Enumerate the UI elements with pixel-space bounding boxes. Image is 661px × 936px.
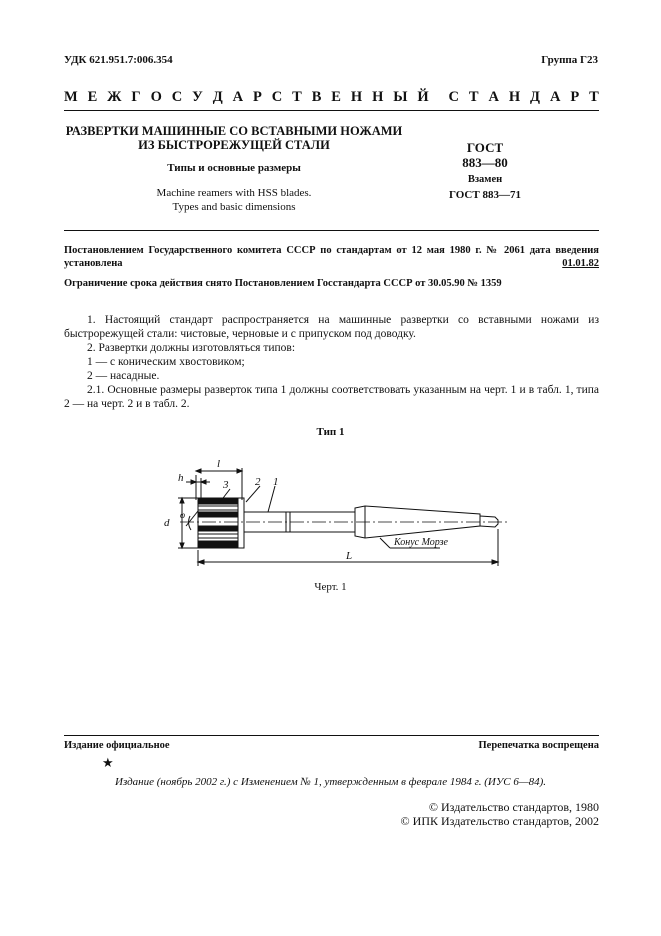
- clause-2: 2. Развертки должны изготовляться типов:: [87, 342, 296, 354]
- gost-block: [430, 140, 540, 201]
- banner-letter: Й: [417, 89, 429, 105]
- banner-letter: С: [171, 89, 183, 105]
- document-subtitle: Типы и основные размеры: [167, 162, 301, 174]
- star-icon: ★: [102, 755, 114, 770]
- label-d: d: [164, 517, 170, 529]
- banner-letter: Н: [508, 89, 521, 105]
- reprint-prohibited: Перепечатка воспрещена: [478, 740, 599, 751]
- banner-letter: Г: [131, 89, 141, 105]
- banner-letter: У: [192, 89, 203, 105]
- banner-letter: Н: [350, 89, 363, 105]
- footer-rule: [64, 735, 599, 736]
- type-1-item: 1 — с коническим хвостовиком;: [87, 356, 245, 368]
- copyright-2002: © ИПК Издательство стандартов, 2002: [400, 814, 599, 828]
- drawing-caption: Черт. 1: [314, 581, 347, 593]
- label-morse-cone: Конус Морзе: [394, 537, 448, 548]
- gost-old-number: ГОСТ 883—71: [449, 189, 521, 201]
- leader-2: [246, 486, 260, 502]
- top-rule: [64, 110, 599, 111]
- tang: [480, 516, 498, 527]
- decree-text: Постановлением Государственного комитета СССР по стандартам от 12 мая 1980 г. № 2061 дата введения установлена: [64, 245, 599, 269]
- official-edition: Издание официальное: [64, 740, 170, 751]
- gost-replaces: Взамен: [467, 174, 503, 185]
- banner-letter: А: [488, 89, 499, 105]
- gost-number: 883—80: [462, 155, 508, 170]
- issue-note: Издание (ноябрь 2002 г.) с Изменением № 1, утвержденным в феврале 1984 г. (ИУС 6—84).: [115, 776, 547, 788]
- middle-rule: [64, 230, 599, 231]
- banner-letter: Т: [468, 89, 479, 105]
- banner-letter: Е: [87, 89, 98, 105]
- title-line-1: РАЗВЕРТКИ МАШИННЫЕ СО ВСТАВНЫМИ НОЖАМИ: [65, 124, 403, 138]
- copyright-1980: © Издательство стандартов, 1980: [428, 800, 599, 814]
- angle-phi-line: [186, 511, 198, 526]
- blades: [198, 498, 238, 548]
- label-1: 1: [273, 476, 279, 488]
- banner-letter: С: [448, 89, 459, 105]
- title-line-2: ИЗ БЫСТРОРЕЖУЩЕЙ СТАЛИ: [138, 138, 330, 152]
- body-text: [64, 313, 599, 411]
- label-2: 2: [255, 476, 261, 488]
- introduction-date: 01.01.82: [562, 258, 599, 269]
- restriction-note: Ограничение срока действия снято Постановлением Госстандарта СССР от 30.05.90 № 1359: [64, 278, 502, 289]
- type-2-item: 2 — насадные.: [87, 370, 160, 382]
- copyright-block: [401, 800, 599, 828]
- label-L: L: [346, 550, 353, 562]
- banner-letter: М: [64, 89, 78, 105]
- group-code: Группа Г23: [541, 54, 598, 66]
- clause-2-1: 2.1. Основные размеры разверток типа 1 должны соответствовать указанным на черт. 1 и в табл. 1, типа 2 — на черт. 2 и в табл. 2.: [64, 384, 599, 410]
- banner-letter: Ж: [107, 89, 122, 105]
- banner-letter: Д: [212, 89, 223, 105]
- banner-letter: Р: [570, 89, 580, 105]
- udk-code: УДК 621.951.7:006.354: [64, 54, 173, 66]
- banner-letter: С: [271, 89, 283, 105]
- leader-cone: [380, 538, 390, 548]
- standard-banner: [64, 89, 599, 106]
- label-h: h: [178, 472, 184, 484]
- banner-letter: А: [549, 89, 561, 105]
- banner-letter: Д: [530, 89, 541, 105]
- banner-letter: Р: [252, 89, 262, 105]
- document-title: [64, 124, 404, 152]
- clause-1: 1. Настоящий стандарт распространяется на машинные развертки со вставными ножами из быстрорежущей стали: чистовые, черновые и с припуском под доводку.: [64, 314, 599, 340]
- english-title-line-1: Machine reamers with HSS blades.: [156, 187, 312, 199]
- banner-letter: О: [150, 89, 162, 105]
- english-title: [64, 186, 404, 214]
- banner-letter: В: [311, 89, 322, 105]
- banner-letter: Е: [331, 89, 341, 105]
- label-phi: φ: [180, 510, 185, 520]
- banner-letter: Н: [372, 89, 384, 105]
- drawing-type-label: Тип 1: [316, 426, 345, 438]
- banner-letter: А: [232, 89, 244, 105]
- angle-phi-arc: [189, 516, 191, 530]
- reamer-drawing: [150, 456, 520, 581]
- label-l: l: [217, 458, 221, 470]
- decree-paragraph: [64, 244, 599, 270]
- banner-letter: Ы: [393, 89, 408, 105]
- banner-letter: Т: [292, 89, 302, 105]
- gost-label: ГОСТ: [466, 140, 504, 155]
- leader-1: [268, 486, 275, 512]
- label-3: 3: [223, 479, 229, 491]
- banner-letter: Т: [589, 89, 599, 105]
- english-title-line-2: Types and basic dimensions: [172, 201, 296, 213]
